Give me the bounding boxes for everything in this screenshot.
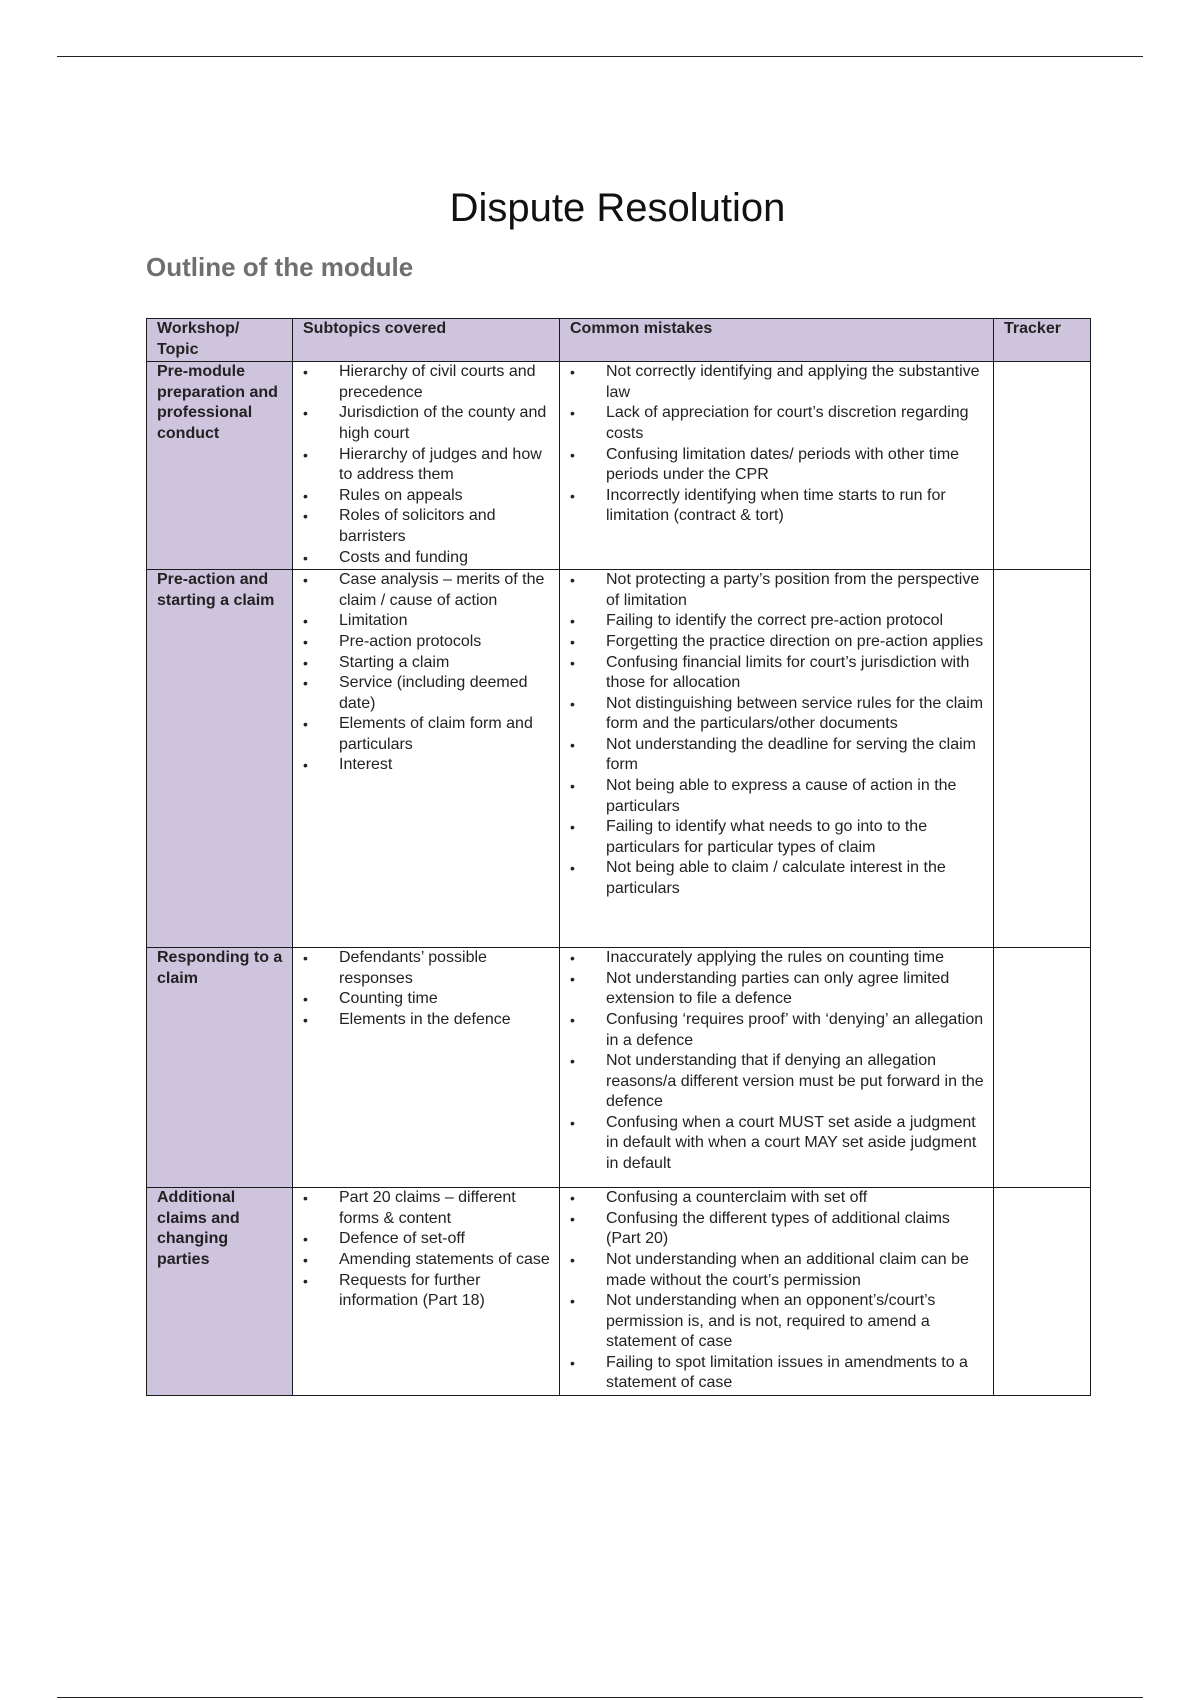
subtopic-item: • Limitation — [303, 611, 550, 632]
mistakes-list — [570, 948, 984, 1175]
subtopic-item: • Rules on appeals — [303, 486, 550, 507]
subtopic-item: • Costs and funding — [303, 548, 550, 569]
mistake-item: • Not understanding parties can only agree limited extension to file a defence — [570, 969, 984, 1010]
mistake-item: • Not understanding that if denying an allegation reasons/a different version must be put forward in the defence — [570, 1051, 984, 1113]
footer-rule — [57, 1697, 1143, 1698]
mistake-item: • Not being able to claim / calculate interest in the particulars — [570, 858, 984, 899]
mistake-item: • Lack of appreciation for court’s discretion regarding costs — [570, 403, 984, 444]
mistake-item: • Confusing when a court MUST set aside a judgment in default with when a court MAY set aside judgment in default — [570, 1113, 984, 1175]
table-row — [147, 362, 1091, 570]
section-heading: Outline of the module — [146, 252, 414, 282]
mistake-item: • Not distinguishing between service rules for the claim form and the particulars/other documents — [570, 694, 984, 735]
mistakes-list — [570, 362, 984, 527]
topic-cell: Responding to a claim — [147, 948, 293, 1188]
subtopic-item: • Jurisdiction of the county and high court — [303, 403, 550, 444]
mistake-item: • Failing to spot limitation issues in amendments to a statement of case — [570, 1353, 984, 1394]
mistakes-cell — [560, 948, 994, 1188]
mistake-item: • Confusing financial limits for court’s jurisdiction with those for allocation — [570, 653, 984, 694]
tracker-cell[interactable] — [994, 948, 1091, 1188]
mistake-item: • Incorrectly identifying when time starts to run for limitation (contract & tort) — [570, 486, 984, 527]
subtopic-item: • Pre-action protocols — [303, 632, 550, 653]
subtopic-item: • Counting time — [303, 989, 550, 1010]
mistakes-list — [570, 570, 984, 900]
subtopic-item: • Hierarchy of civil courts and precedence — [303, 362, 550, 403]
subtopic-item: • Elements of claim form and particulars — [303, 714, 550, 755]
table-body — [147, 362, 1091, 1396]
subtopic-item: • Requests for further information (Part 18) — [303, 1271, 550, 1312]
mistakes-cell — [560, 362, 994, 570]
subtopics-list — [303, 362, 550, 568]
mistake-item: • Confusing limitation dates/ periods with other time periods under the CPR — [570, 445, 984, 486]
mistake-item: • Not correctly identifying and applying the substantive law — [570, 362, 984, 403]
header-tracker: Tracker — [994, 319, 1091, 362]
mistake-item: • Not understanding the deadline for serving the claim form — [570, 735, 984, 776]
tracker-cell[interactable] — [994, 1188, 1091, 1396]
subtopic-item: • Elements in the defence — [303, 1010, 550, 1031]
document-title: Dispute Resolution — [449, 186, 786, 230]
table-row — [147, 1188, 1091, 1396]
subtopic-item: • Part 20 claims – different forms & content — [303, 1188, 550, 1229]
mistake-item: • Confusing ‘requires proof’ with ‘denying’ an allegation in a defence — [570, 1010, 984, 1051]
subtopics-list — [303, 948, 550, 1030]
header-subtopics: Subtopics covered — [293, 319, 560, 362]
mistake-item: • Failing to identify what needs to go into to the particulars for particular types of claim — [570, 817, 984, 858]
header-rule — [57, 56, 1143, 57]
topic-cell: Pre-action and starting a claim — [147, 570, 293, 948]
subtopic-item: • Interest — [303, 755, 550, 776]
subtopic-item: • Hierarchy of judges and how to address them — [303, 445, 550, 486]
mistakes-list — [570, 1188, 984, 1394]
mistake-item: • Forgetting the practice direction on pre-action applies — [570, 632, 984, 653]
mistakes-cell — [560, 1188, 994, 1396]
mistake-item: • Not understanding when an additional claim can be made without the court’s permission — [570, 1250, 984, 1291]
subtopics-list — [303, 1188, 550, 1312]
subtopic-item: • Defence of set-off — [303, 1229, 550, 1250]
header-topic: Workshop/ Topic — [147, 319, 293, 362]
subtopic-item: • Case analysis – merits of the claim / cause of action — [303, 570, 550, 611]
mistake-item: • Failing to identify the correct pre-action protocol — [570, 611, 984, 632]
subtopics-list — [303, 570, 550, 776]
mistake-item: • Not being able to express a cause of action in the particulars — [570, 776, 984, 817]
mistake-item: • Not understanding when an opponent’s/court’s permission is, and is not, required to amend a statement of case — [570, 1291, 984, 1353]
mistake-item: • Inaccurately applying the rules on counting time — [570, 948, 984, 969]
module-outline-table — [146, 318, 1091, 1396]
table-header-row — [147, 319, 1091, 362]
subtopic-item: • Service (including deemed date) — [303, 673, 550, 714]
topic-cell: Additional claims and changing parties — [147, 1188, 293, 1396]
tracker-cell[interactable] — [994, 570, 1091, 948]
subtopic-item: • Amending statements of case — [303, 1250, 550, 1271]
mistake-item: • Confusing a counterclaim with set off — [570, 1188, 984, 1209]
topic-cell: Pre-module preparation and professional conduct — [147, 362, 293, 570]
mistakes-cell — [560, 570, 994, 948]
header-mistakes: Common mistakes — [560, 319, 994, 362]
subtopic-item: • Roles of solicitors and barristers — [303, 506, 550, 547]
subtopic-item: • Defendants’ possible responses — [303, 948, 550, 989]
subtopics-cell — [293, 948, 560, 1188]
tracker-cell[interactable] — [994, 362, 1091, 570]
table-row — [147, 570, 1091, 948]
mistake-item: • Not protecting a party’s position from the perspective of limitation — [570, 570, 984, 611]
mistake-item: • Confusing the different types of additional claims (Part 20) — [570, 1209, 984, 1250]
subtopic-item: • Starting a claim — [303, 653, 550, 674]
subtopics-cell — [293, 570, 560, 948]
table-row — [147, 948, 1091, 1188]
subtopics-cell — [293, 362, 560, 570]
subtopics-cell — [293, 1188, 560, 1396]
